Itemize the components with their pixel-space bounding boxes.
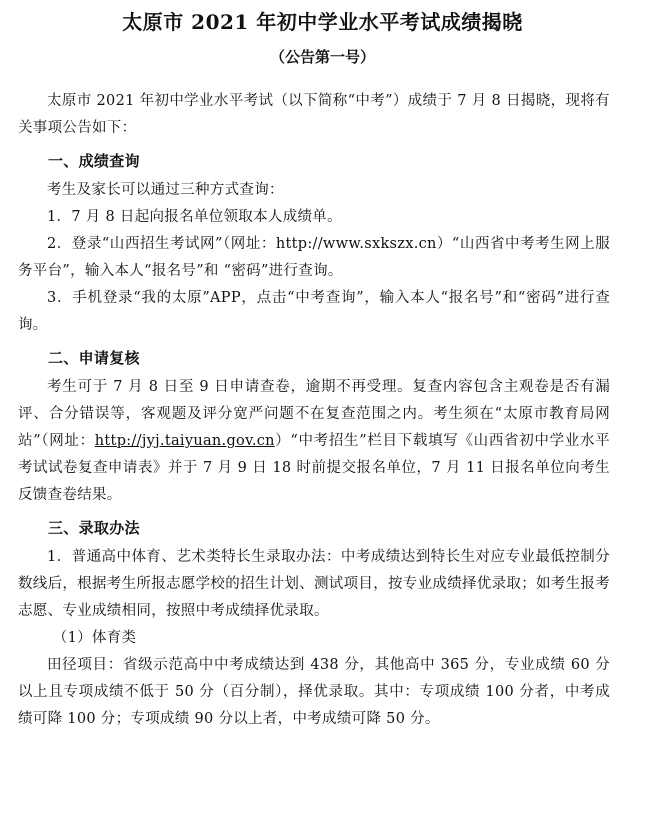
review-paragraph [18,374,610,509]
intro-paragraph: 太原市 2021 年初中学业水平考试（以下简称“中考”）成绩于 7 月 8 日揭晓，现将有关事项公告如下： [18,93,610,136]
section-heading-admission: 三、录取办法 [48,519,140,537]
admission-sports-paragraph: 田径项目：省级示范高中中考成绩达到 438 分，其他高中 365 分，专业成绩 60 分以上且专项成绩不低于 50 分（百分制），择优录取。其中：专项成绩 100 分者，中考成绩可降 100 分；专项成绩 90 分以上者，中考成绩可降 50 分。 [18,657,610,727]
section-heading-query: 一、成绩查询 [48,152,140,170]
education-bureau-link[interactable]: http://jyj.taiyuan.gov.cn [94,433,275,449]
document-subtitle: （公告第一号） [269,48,375,66]
query-paragraph-4: 3．手机登录“我的太原”APP，点击“中考查询”，输入本人“报名号”和“密码”进行查询。 [18,290,610,333]
review-text-b: ）“中考招生”栏目下载填写《山西省初中学业水平考试试卷复查申请表》并于 7 月 9 日 18 时前提交报名单位，7 月 11 日报名单位向考生反馈查卷结果。 [18,433,610,503]
section-heading-review: 二、申请复核 [48,349,140,367]
admission-subheading-sports: （1）体育类 [52,630,137,646]
document-title: 太原市 2021 年初中学业水平考试成绩揭晓 [122,10,523,34]
review-text-a: 考生可于 7 月 8 日至 9 日申请查卷，逾期不再受理。复查内容包含主观卷是否有漏评、合分错误等，客观题及评分宽严问题不在复查范围之内。考生须在“太原市教育局网站”（网址： [18,379,610,449]
admission-paragraph-1: 1．普通高中体育、艺术类特长生录取办法：中考成绩达到特长生对应专业最低控制分数线后，根据考生所报志愿学校的招生计划、测试项目，按专业成绩择优录取；如考生报考志愿、专业成绩相同，按照中考成绩择优录取。 [18,549,610,619]
query-paragraph-2: 1．7 月 8 日起向报名单位领取本人成绩单。 [47,209,342,225]
document-body [18,88,610,733]
query-paragraph-1: 考生及家长可以通过三种方式查询： [47,182,284,198]
query-paragraph-3: 2．登录“山西招生考试网”（网址：http://www.sxkszx.cn）“山西省中考考生网上服务平台”，输入本人“报名号”和 “密码”进行查询。 [18,236,610,279]
